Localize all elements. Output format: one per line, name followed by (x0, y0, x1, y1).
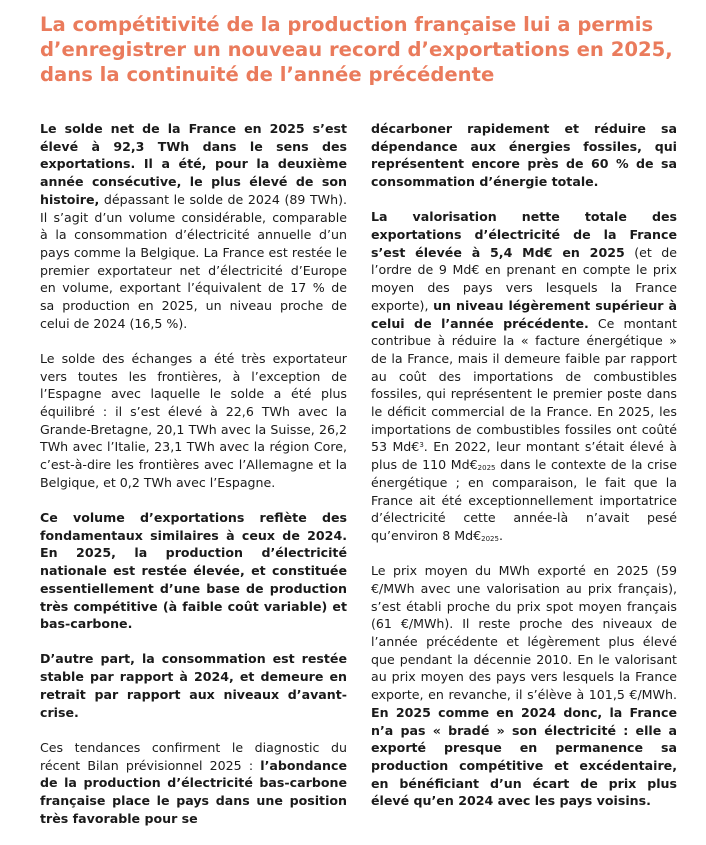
left-column (40, 120, 347, 845)
subscript-2025-b: 2025 (481, 534, 499, 543)
valuation-text-2: Ce montant contribue à réduire la « facture énergétique » de la France, mais il demeure faible par rapport au coût des importations de combustibles fossiles, qui représentent le premier poste dans le déficit commercial de la France. En 2025, les importations de combustibles fossiles ont coûté 53 Md€ (371, 315, 677, 455)
paragraph-export-balance (40, 120, 347, 332)
paragraph-price (371, 562, 677, 810)
valuation-text-4: dans le contexte de la crise énergétique ; en comparaison, le fait que la France ait été exceptionnellement importatrice d’électricité cette année-là n’avait pesé qu’environ 8 Md€ (371, 457, 677, 543)
subscript-2025-a: 2025 (477, 464, 496, 473)
valuation-text-3: . En 2022, leur montant s’était élevé à plus de 110 Md€ (371, 439, 677, 473)
export-balance-highlight: Le solde net de la France en 2025 s’est élevé à 92,3 TWh dans le sens des exportations. Il a été, pour la deuxième année consécutive, le plus élevé de son histoire, (40, 121, 347, 207)
diagnostic-highlight: l’abondance de la production d’électricité bas-carbone française place le pays dans une position très favorable pour se (40, 757, 347, 826)
price-highlight: En 2025 comme en 2024 donc, la France n’a pas « bradé » son électricité : elle a exporté presque en permanence sa production compétitive et excédentaire, en bénéficiant d’un écart de prix plus élevé qu’en 2024 avec les pays voisins. (371, 704, 677, 809)
valuation-text-1: (et de l’ordre de 9 Md€ en prenant en compte le prix moyen des pays vers lesquels la France exporte), (371, 244, 677, 313)
paragraph-decarbonize (371, 120, 677, 191)
paragraph-valuation (371, 208, 677, 544)
decarbonize-text: décarboner rapidement et réduire sa dépendance aux énergies fossiles, qui représentent encore près de 60 % de sa consommation d’énergie totale. (371, 121, 677, 190)
diagnostic-intro: Ces tendances confirment le diagnostic du récent Bilan prévisionnel 2025 : (40, 739, 347, 773)
right-column (371, 120, 677, 828)
consumption-text: D’autre part, la consommation est restée stable par rapport à 2024, et demeure en retrait par rapport aux niveaux d’avant-crise. (40, 651, 347, 720)
fundamentals-text: Ce volume d’exportations reflète des fondamentaux similaires à ceux de 2024. En 2025, la production d’électricité nationale est restée élevée, et constituée essentiellement d’une base de production très compétitive (à faible coût variable) et bas-carbone. (40, 510, 347, 632)
valuation-highlight-2: un niveau légèrement supérieur à celui de l’année précédente. (371, 297, 677, 331)
paragraph-borders: Le solde des échanges a été très exportateur vers toutes les frontières, à l’exception de l’Espagne avec laquelle le solde a été plus équilibré : il s’est élevé à 22,6 TWh avec la Grande-Bretagne, 20,1 TWh avec la Suisse, 26,2 TWh avec l’Italie, 23,1 TWh avec la région Core, c’est-à-dire les frontières avec l’Allemagne et la Belgique, et 0,2 TWh avec l’Espagne. (40, 350, 347, 490)
footnote-ref-3: 3 (419, 441, 424, 450)
valuation-text-5: . (498, 527, 503, 543)
paragraph-fundamentals (40, 509, 347, 633)
section-title: La compétitivité de la production française lui a permis d’enregistrer un nouveau record d’exportations en 2025, dans la continuité de l’année précédente (40, 13, 673, 86)
export-balance-text: dépassant le solde de 2024 (89 TWh). Il s’agit d’un volume considérable, comparable à la consommation d’électricité annuelle d’un pays comme la Belgique. La France est restée le premier exportateur net d’électricité d’Europe en volume, exportant l’équivalent de 17 % de sa production en 2025, un niveau proche de celui de 2024 (16,5 %). (40, 191, 347, 331)
valuation-highlight: La valorisation nette totale des exportations d’électricité de la France s’est élevée à 5,4 Md€ en 2025 (371, 209, 677, 260)
paragraph-diagnostic (40, 739, 347, 828)
price-text: Le prix moyen du MWh exporté en 2025 (59 €/MWh avec une valorisation au prix français), s’est établi proche du prix spot moyen français (61 €/MWh). Il reste proche des niveaux de l’année précédente et légèrement plus élevé que pendant la décennie 2010. En le valorisant au prix moyen des pays vers lesquels la France exporte, en revanche, il s’élève à 101,5 €/MWh. (371, 563, 677, 703)
paragraph-consumption (40, 650, 347, 721)
